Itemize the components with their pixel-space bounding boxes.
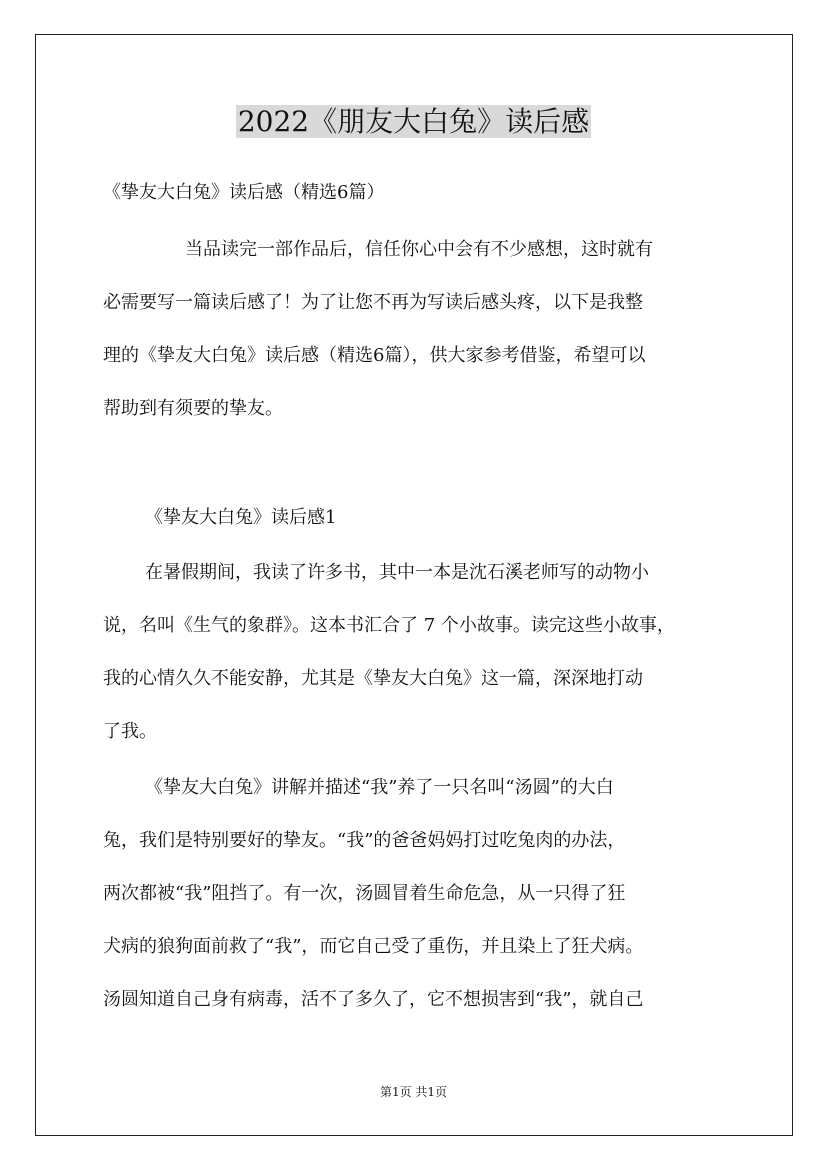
para2-line-3: 两次都被“我”阻挡了。有一次，汤圆冒着生命危急，从一只得了狂 xyxy=(103,883,626,904)
para2-line-4: 犬病的狼狗面前救了“我”，而它自己受了重伤，并且染上了狂犬病。 xyxy=(103,936,644,957)
intro-line-1: 当品读完一部作品后，信任你心中会有不少感想，这时就有 xyxy=(185,239,653,260)
page-footer: 第1页 共1页 xyxy=(379,1085,448,1099)
para2-line-1: 《挚友大白兔》讲解并描述“我”养了一只名叫“汤圆”的大白 xyxy=(145,777,614,798)
para1-line-1: 在暑假期间，我读了许多书，其中一本是沈石溪老师写的动物小 xyxy=(145,562,649,583)
intro-line-3: 理的《挚友大白兔》读后感（精选6篇），供大家参考借鉴，希望可以 xyxy=(103,345,646,366)
para1-line-4: 了我。 xyxy=(103,721,157,742)
document-title xyxy=(0,100,827,144)
intro-line-2: 必需要写一篇读后感了！为了让您不再为写读后感头疼，以下是我整 xyxy=(103,292,643,313)
para2-line-2: 兔，我们是特别要好的挚友。“我”的爸爸妈妈打过吃兔肉的办法， xyxy=(103,830,626,851)
para1-line-2: 说，名叫《生气的象群》。这本书汇合了 7 个小故事。读完这些小故事， xyxy=(103,615,675,636)
document-title-text: 2022《朋友大白兔》读后感 xyxy=(237,105,590,138)
intro-line-4: 帮助到有须要的挚友。 xyxy=(103,398,283,419)
section-heading: 《挚友大白兔》读后感1 xyxy=(145,507,337,528)
para1-line-3: 我的心情久久不能安静，尤其是《挚友大白兔》这一篇，深深地打动 xyxy=(103,668,643,689)
para2-line-5: 汤圆知道自己身有病毒，活不了多久了，它不想损害到“我”，就自己 xyxy=(103,989,644,1010)
document-subtitle: 《挚友大白兔》读后感（精选6篇） xyxy=(103,182,385,203)
